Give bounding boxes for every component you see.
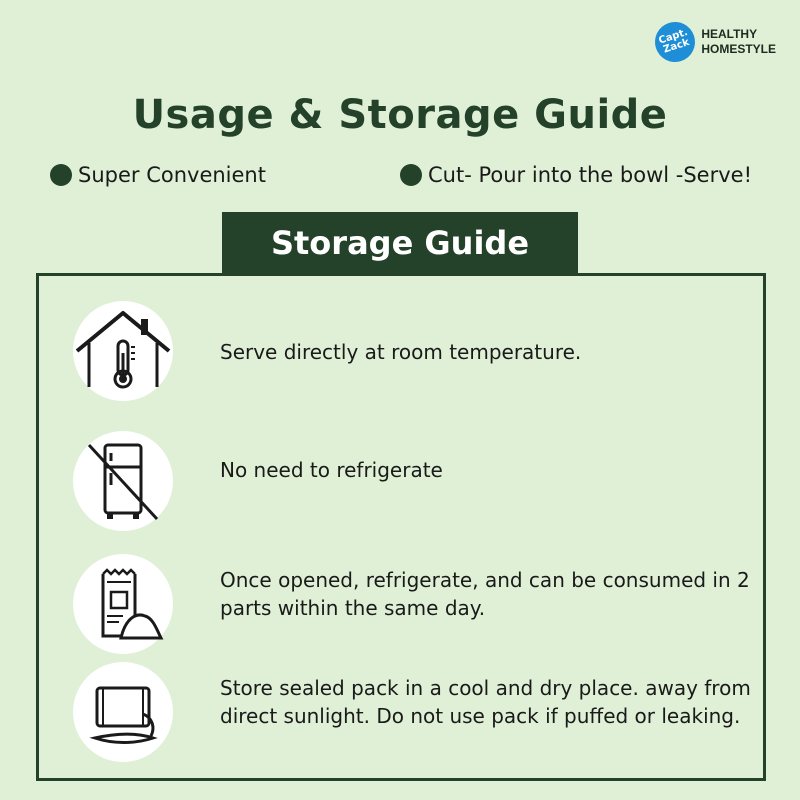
- page-title: Usage & Storage Guide: [132, 92, 668, 138]
- bullet-label: Super Convenient: [78, 163, 266, 187]
- storage-item-text: Store sealed pack in a cool and dry place. away from direct sunlight. Do not use pack if puffed or leaking.: [220, 676, 751, 728]
- storage-item-text: Once opened, refrigerate, and can be consumed in 2 parts within the same day.: [220, 568, 750, 620]
- opened-pack-icon: [73, 554, 173, 654]
- no-fridge-icon: [73, 431, 173, 531]
- storage-panel: [36, 273, 766, 781]
- feature-bullets: [50, 163, 760, 187]
- bullet-dot-icon: [400, 164, 422, 186]
- bullet-dot-icon: [50, 164, 72, 186]
- house-thermometer-icon: [73, 301, 173, 401]
- bullet-item: [400, 163, 752, 187]
- brand-badge: Capt. Zack: [650, 17, 700, 67]
- leaking-pack-icon: [73, 662, 173, 762]
- brand-text: [701, 27, 776, 57]
- brand-line-1: HEALTHY: [701, 27, 758, 41]
- storage-guide-heading: Storage Guide: [222, 212, 578, 274]
- brand-logo: [655, 22, 776, 62]
- storage-item-text: Serve directly at room temperature.: [220, 340, 582, 364]
- bullet-label: Cut- Pour into the bowl -Serve!: [428, 163, 752, 187]
- bullet-item: [50, 163, 266, 187]
- brand-line-2: HOMESTYLE: [701, 42, 776, 56]
- storage-item-text: No need to refrigerate: [220, 458, 443, 482]
